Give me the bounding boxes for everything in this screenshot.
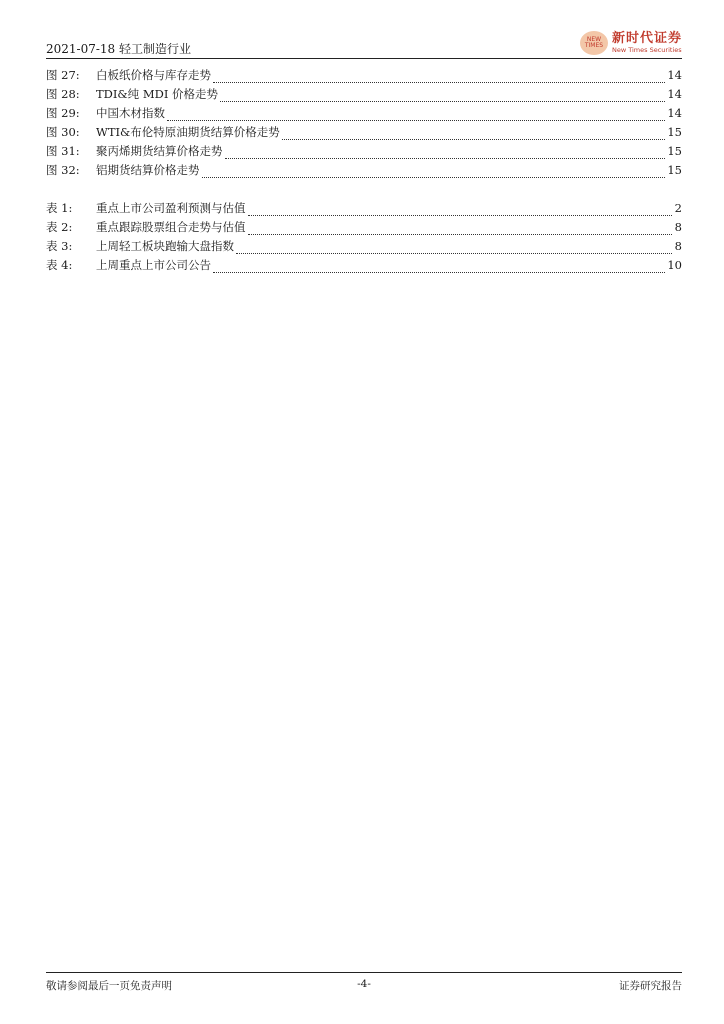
toc-entry-figure-30[interactable] (46, 124, 682, 143)
toc-dot-leader (225, 157, 666, 159)
toc-entry-title: WTI&布伦特原油期货结算价格走势 (96, 125, 280, 139)
logo-text (612, 32, 682, 54)
toc-entry-title: 重点跟踪股票组合走势与估值 (96, 220, 246, 234)
toc-entry-title: 中国木材指数 (96, 106, 165, 120)
figure-list (46, 67, 682, 181)
toc-entry-page: 8 (674, 220, 682, 234)
toc-entry-number: 表 1: (46, 201, 73, 215)
toc-dot-leader (213, 81, 665, 83)
toc-dot-leader (167, 119, 665, 121)
toc-entry-number: 图 29: (46, 106, 80, 120)
toc-dot-leader (282, 138, 666, 140)
toc-entry-figure-27[interactable] (46, 67, 682, 86)
toc-entry-title: 白板纸价格与库存走势 (96, 68, 211, 82)
toc-entry-figure-31[interactable] (46, 143, 682, 162)
footer-divider (46, 972, 682, 973)
logo-english-name: New Times Securities (611, 46, 682, 54)
toc-entry-number: 表 2: (46, 220, 73, 234)
toc-entry-title: 聚丙烯期货结算价格走势 (96, 144, 223, 158)
toc-entry-number: 表 4: (46, 258, 73, 272)
page-number: -4- (357, 978, 371, 990)
toc-entry-figure-32[interactable] (46, 162, 682, 181)
toc-dot-leader (248, 233, 673, 235)
toc-entry-page: 15 (667, 144, 682, 158)
logo-badge (580, 31, 608, 55)
toc-entry-figure-29[interactable] (46, 105, 682, 124)
toc-entry-table-3[interactable] (46, 238, 682, 257)
table-list (46, 200, 682, 276)
page-footer (46, 972, 682, 998)
logo-chinese-name: 新时代证券 (611, 31, 682, 46)
toc-entry-page: 2 (674, 201, 682, 215)
header-divider (46, 58, 682, 59)
document-title: 2021-07-18 轻工制造行业 (46, 42, 192, 56)
toc-entry-figure-28[interactable] (46, 86, 682, 105)
toc-entry-page: 14 (667, 106, 682, 120)
toc-entry-page: 8 (674, 239, 682, 253)
toc-entry-number: 图 27: (46, 68, 80, 82)
toc-entry-page: 14 (667, 68, 682, 82)
company-logo (580, 30, 682, 56)
logo-badge-text: NEW TIMES (584, 36, 604, 49)
toc-entry-page: 10 (667, 258, 682, 272)
disclaimer-note: 敬请参阅最后一页免责声明 (46, 980, 172, 992)
toc-dot-leader (220, 100, 665, 102)
toc-dot-leader (213, 271, 665, 273)
toc-entry-number: 表 3: (46, 239, 73, 253)
toc-entry-table-4[interactable] (46, 257, 682, 276)
toc-entry-page: 14 (667, 87, 682, 101)
toc-entry-page: 15 (667, 163, 682, 177)
toc-entry-title: 重点上市公司盈利预测与估值 (96, 201, 246, 215)
toc-entry-title: 铝期货结算价格走势 (96, 163, 200, 177)
toc-entry-table-1[interactable] (46, 200, 682, 219)
toc-entry-title: TDI&纯 MDI 价格走势 (96, 87, 219, 101)
toc-dot-leader (236, 252, 672, 254)
toc-entry-number: 图 30: (46, 125, 80, 139)
toc-entry-table-2[interactable] (46, 219, 682, 238)
toc-entry-page: 15 (667, 125, 682, 139)
toc-entry-number: 图 32: (46, 163, 80, 177)
toc-entry-title: 上周轻工板块跑输大盘指数 (96, 239, 234, 253)
toc-entry-number: 图 28: (46, 87, 80, 101)
page-header (46, 30, 682, 60)
toc-dot-leader (248, 214, 673, 216)
toc-entry-number: 图 31: (46, 144, 80, 158)
report-type: 证券研究报告 (619, 980, 682, 992)
toc-entry-title: 上周重点上市公司公告 (96, 258, 211, 272)
toc-dot-leader (202, 176, 666, 178)
